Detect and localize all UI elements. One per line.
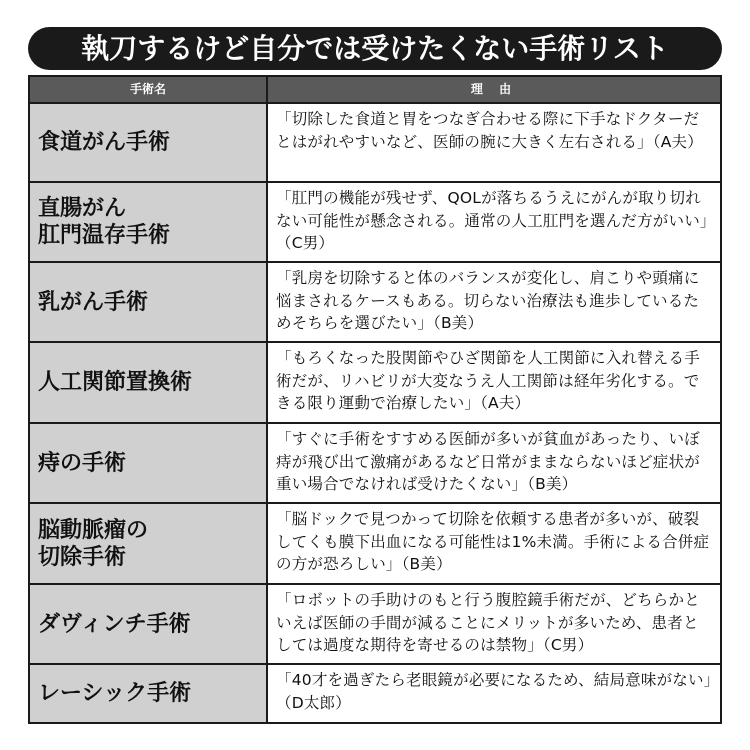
surgery-reason: 「肛門の機能が残せず、QOLが落ちるうえにがんが取り切れない可能性が懸念される。通常の人工肛門を選んだ方がいい」（C男）	[268, 183, 720, 261]
surgery-name: 痔の手術	[30, 424, 268, 502]
table-row	[30, 263, 720, 341]
surgery-name: 脳動脈瘤の 切除手術	[30, 504, 268, 583]
table-row	[30, 424, 720, 502]
surgery-name: レーシック手術	[30, 665, 268, 722]
surgery-reason: 「ロボットの手助けのもと行う腹腔鏡手術だが、どちらかといえば医師の手間が減ることにメリットが多いため、患者としては過度な期待を寄せるのは禁物」（C男）	[268, 585, 720, 663]
surgery-reason: 「40才を過ぎたら老眼鏡が必要になるため、結局意味がない」（D太郎）	[268, 665, 720, 722]
surgery-reason: 「乳房を切除すると体のバランスが変化し、肩こりや頭痛に悩まされるケースもある。切らない治療法も進歩しているためそちらを選びたい」（B美）	[268, 263, 720, 341]
table-row	[30, 585, 720, 663]
table-row	[30, 504, 720, 583]
surgery-name: 食道がん手術	[30, 104, 268, 181]
table-row	[30, 183, 720, 261]
surgery-reason: 「もろくなった股関節やひざ関節を人工関節に入れ替える手術だが、リハビリが大変なうえ人工関節は経年劣化する。できる限り運動で治療したい」（A夫）	[268, 343, 720, 422]
surgery-name: 乳がん手術	[30, 263, 268, 341]
table-header-row	[30, 77, 720, 102]
surgery-reason: 「脳ドックで見つかって切除を依頼する患者が多いが、破裂してくも膜下出血になる可能性は1%未満。手術による合併症の方が恐ろしい」（B美）	[268, 504, 720, 583]
table-row	[30, 665, 720, 722]
table-row	[30, 343, 720, 422]
surgery-table	[28, 75, 722, 724]
surgery-name: 直腸がん 肛門温存手術	[30, 183, 268, 261]
surgery-reason: 「すぐに手術をすすめる医師が多いが貧血があったり、いぼ痔が飛び出て激痛があるなど日常がままならないほど症状が重い場合でなければ受けたくない」（B美）	[268, 424, 720, 502]
page-title: 執刀するけど自分では受けたくない手術リスト	[28, 27, 722, 70]
column-header-reason: 理 由	[470, 82, 518, 96]
surgery-reason: 「切除した食道と胃をつなぎ合わせる際に下手なドクターだとはがれやすいなど、医師の腕に大きく左右される」（A夫）	[268, 104, 720, 181]
surgery-name: ダヴィンチ手術	[30, 585, 268, 663]
surgery-name: 人工関節置換術	[30, 343, 268, 422]
column-header-name: 手術名	[30, 77, 268, 102]
table-row	[30, 104, 720, 181]
